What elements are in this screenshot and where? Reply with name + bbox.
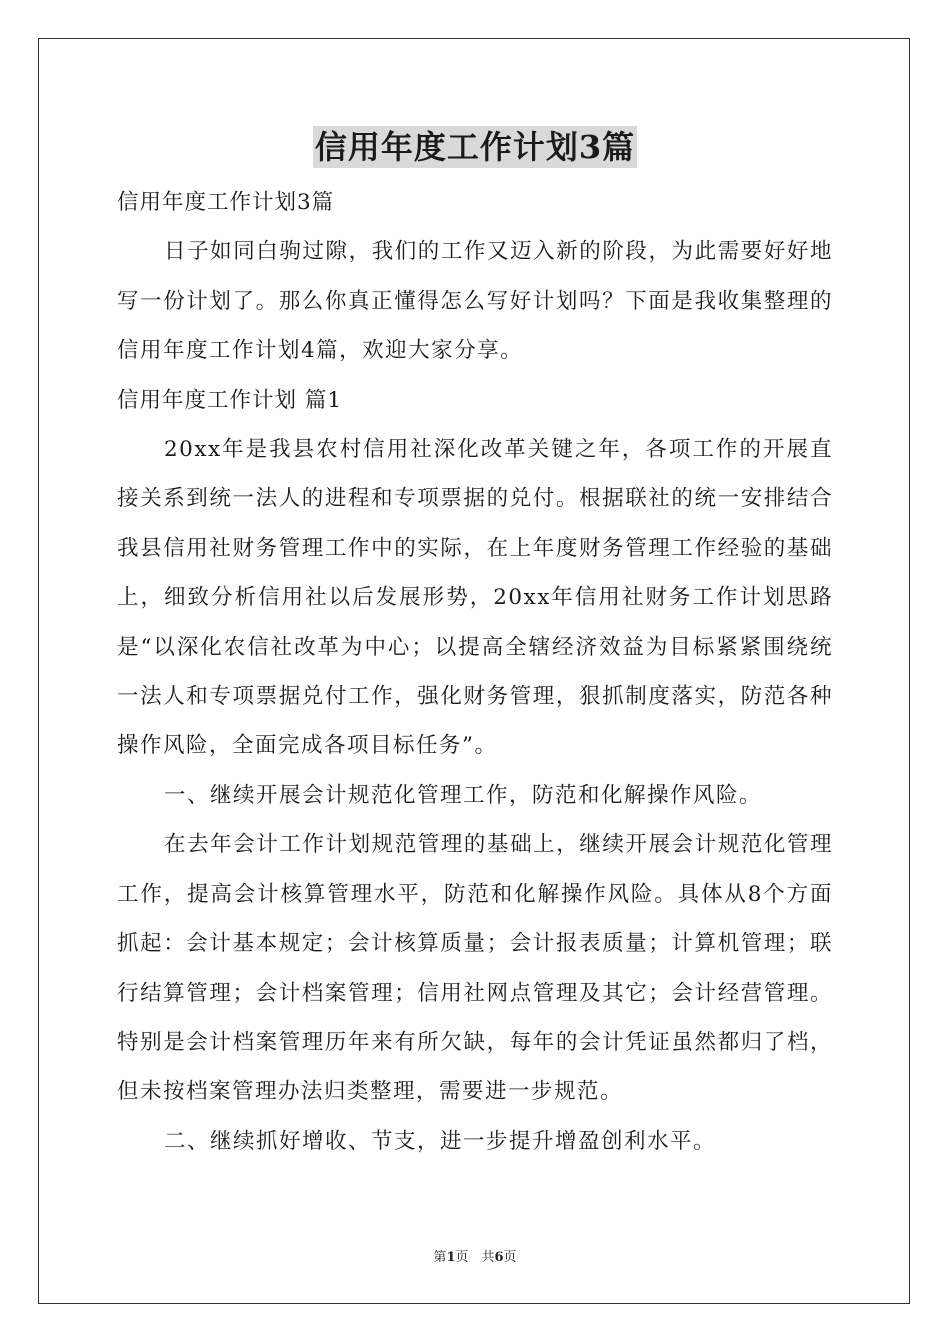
body-paragraph: 20xx年是我县农村信用社深化改革关键之年，各项工作的开展直接关系到统一法人的进程和专项票据的兑付。根据联社的统一安排结合我县信用社财务管理工作中的实际，在上年度财务管理工作经验的基础上，细致分析信用社以后发展形势，20xx年信用社财务工作计划思路是“以深化农信社改革为中心；以提高全辖经济效益为目标紧紧围绕统一法人和专项票据兑付工作，强化财务管理，狠抓制度落实，防范各种操作风险，全面完成各项目标任务”。 xyxy=(117,437,833,759)
page-suffix: 页 xyxy=(503,1250,517,1265)
item-heading-2: 二、继续抓好增收、节支，进一步提升增盈创利水平。 xyxy=(164,1128,717,1154)
page-total: 6 xyxy=(494,1250,504,1265)
document-body xyxy=(117,178,833,1166)
subtitle-line: 信用年度工作计划3篇 xyxy=(117,190,335,215)
item-heading-1: 一、继续开展会计规范化管理工作，防范和化解操作风险。 xyxy=(164,782,763,808)
body-paragraph: 在去年会计工作计划规范管理的基础上，继续开展会计规范化管理工作，提高会计核算管理水平，防范和化解操作风险。具体从8个方面抓起：会计基本规定；会计核算质量；会计报表质量；计算机管理；联行结算管理；会计档案管理；信用社网点管理及其它；会计经营管理。特别是会计档案管理历年来有所欠缺，每年的会计凭证虽然都归了档，但未按档案管理办法归类整理，需要进一步规范。 xyxy=(117,832,833,1105)
page-prefix: 第 xyxy=(433,1250,447,1265)
page-footer xyxy=(0,1246,950,1265)
title-text: 信用年度工作计划3篇 xyxy=(314,128,636,166)
section-heading: 信用年度工作计划 篇1 xyxy=(117,387,343,413)
page-mid: 页 共 xyxy=(455,1250,495,1265)
page-current: 1 xyxy=(446,1250,456,1265)
intro-paragraph: 日子如同白驹过隙，我们的工作又迈入新的阶段，为此需要好好地写一份计划了。那么你真正懂得怎么写好计划吗？下面是我收集整理的信用年度工作计划4篇，欢迎大家分享。 xyxy=(117,239,833,364)
document-title xyxy=(0,126,950,170)
